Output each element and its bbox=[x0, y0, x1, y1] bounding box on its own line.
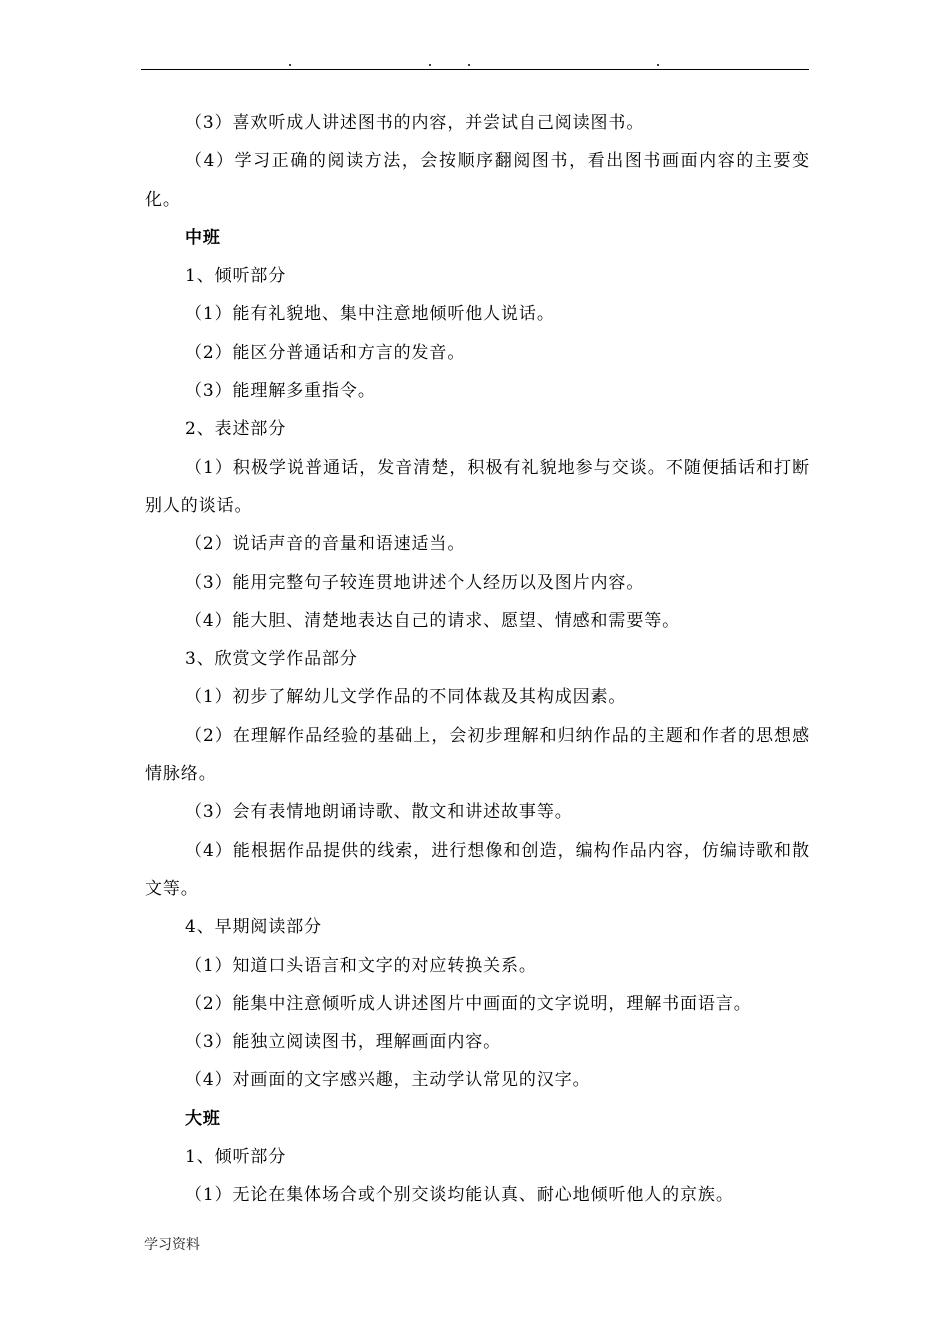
list-item: （3）喜欢听成人讲述图书的内容，并尝试自己阅读图书。 bbox=[185, 113, 645, 133]
header-rule bbox=[141, 69, 809, 70]
list-item: （3）能用完整句子较连贯地讲述个人经历以及图片内容。 bbox=[185, 572, 645, 593]
section-title: 3、欣赏文学作品部分 bbox=[185, 649, 358, 670]
section-title: 1、倾听部分 bbox=[185, 266, 287, 287]
list-item: （1）积极学说普通话，发音清楚，积极有礼貌地参与交谈。不随便插话和打断别人的谈话。 bbox=[145, 457, 810, 516]
document-body bbox=[145, 104, 810, 1215]
list-item: （2）在理解作品经验的基础上，会初步理解和归纳作品的主题和作者的思想感情脉络。 bbox=[145, 725, 810, 785]
header-dot bbox=[468, 64, 470, 66]
list-item: （3）能理解多重指令。 bbox=[185, 381, 376, 402]
list-item: （2）能区分普通话和方言的发音。 bbox=[185, 342, 466, 363]
list-item: （2）能集中注意倾听成人讲述图片中画面的文字说明，理解书面语言。 bbox=[185, 993, 752, 1014]
list-item: （4）学习正确的阅读方法，会按顺序翻阅图书，看出图书画面内容的主要变化。 bbox=[145, 151, 810, 210]
list-item: （4）能大胆、清楚地表达自己的请求、愿望、情感和需要等。 bbox=[185, 610, 681, 631]
class-heading-senior: 大班 bbox=[185, 1108, 221, 1129]
list-item: （4）对画面的文字感兴趣，主动学认常见的汉字。 bbox=[185, 1070, 591, 1091]
list-item: （1）初步了解幼儿文学作品的不同体裁及其构成因素。 bbox=[185, 687, 627, 708]
list-item: （1）能有礼貌地、集中注意地倾听他人说话。 bbox=[185, 304, 555, 325]
list-item: （1）无论在集体场合或个别交谈均能认真、耐心地倾听他人的京族。 bbox=[185, 1185, 734, 1206]
section-title: 4、早期阅读部分 bbox=[185, 917, 323, 938]
list-item: （3）会有表情地朗诵诗歌、散文和讲述故事等。 bbox=[185, 802, 573, 823]
header-dot bbox=[657, 64, 659, 66]
list-item: （1）知道口头语言和文字的对应转换关系。 bbox=[185, 955, 537, 976]
footer-note: 学习资料 bbox=[144, 1237, 200, 1253]
header-dot bbox=[289, 64, 291, 66]
section-title: 2、表述部分 bbox=[185, 419, 287, 440]
list-item: （4）能根据作品提供的线索，进行想像和创造，编构作品内容，仿编诗歌和散文等。 bbox=[145, 840, 810, 899]
class-heading-middle: 中班 bbox=[185, 227, 221, 248]
section-title: 1、倾听部分 bbox=[185, 1147, 287, 1168]
list-item: （3）能独立阅读图书，理解画面内容。 bbox=[185, 1032, 502, 1053]
header-dot bbox=[429, 64, 431, 66]
list-item: （2）说话声音的音量和语速适当。 bbox=[185, 534, 466, 555]
